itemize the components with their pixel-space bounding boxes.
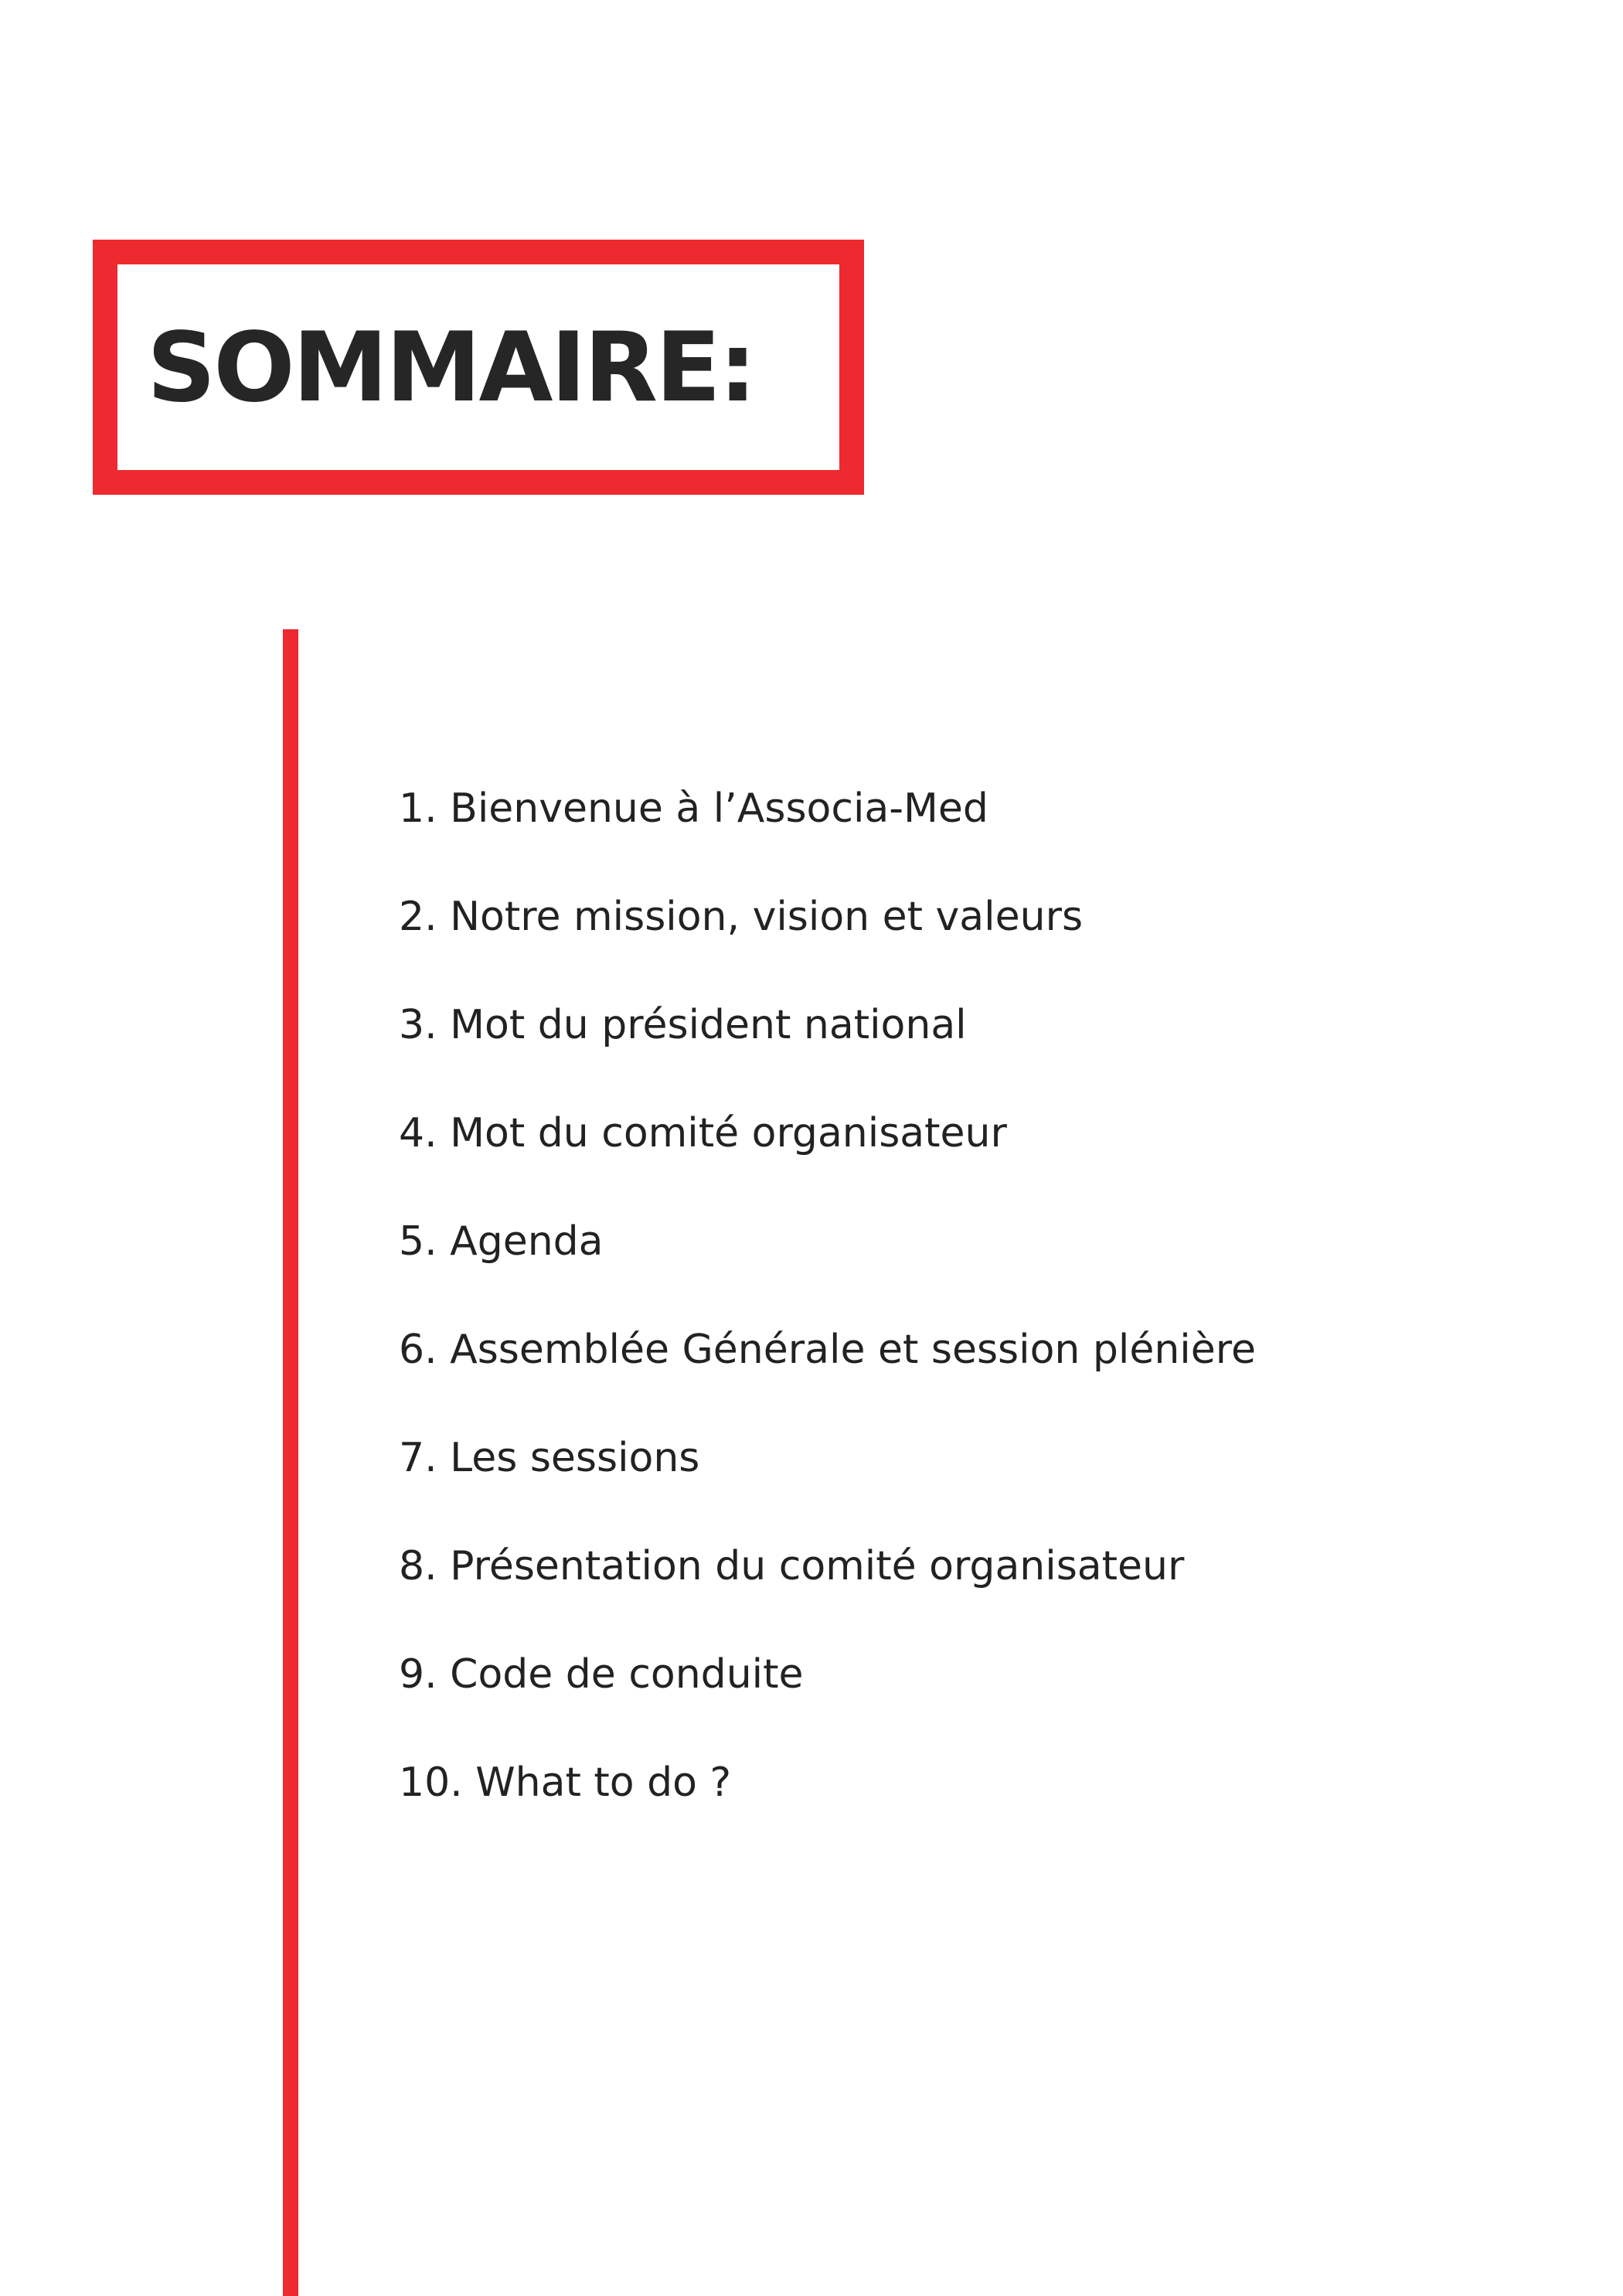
- toc-item-agenda[interactable]: 5. Agenda: [399, 1218, 604, 1265]
- toc-item-presentation-comite[interactable]: 8. Présentation du comité organisateur: [399, 1543, 1185, 1589]
- toc-item-mission-vision-valeurs[interactable]: 2. Notre mission, vision et valeurs: [399, 894, 1084, 940]
- toc-item-what-to-do[interactable]: 10. What to do ?: [399, 1759, 732, 1806]
- table-of-contents: [399, 779, 1481, 1862]
- toc-item-mot-comite[interactable]: 4. Mot du comité organisateur: [399, 1110, 1007, 1157]
- toc-item-sessions[interactable]: 7. Les sessions: [399, 1435, 700, 1481]
- toc-item-code-conduite[interactable]: 9. Code de conduite: [399, 1651, 804, 1698]
- toc-item-assemblee-generale[interactable]: 6. Assemblée Générale et session plénière: [399, 1327, 1256, 1373]
- toc-item-bienvenue[interactable]: 1. Bienvenue à l’Associa-Med: [399, 785, 988, 832]
- title-frame: [93, 240, 864, 495]
- vertical-divider: [283, 629, 298, 2296]
- page-title: SOMMAIRE:: [147, 312, 755, 424]
- toc-item-mot-president[interactable]: 3. Mot du président national: [399, 1002, 967, 1048]
